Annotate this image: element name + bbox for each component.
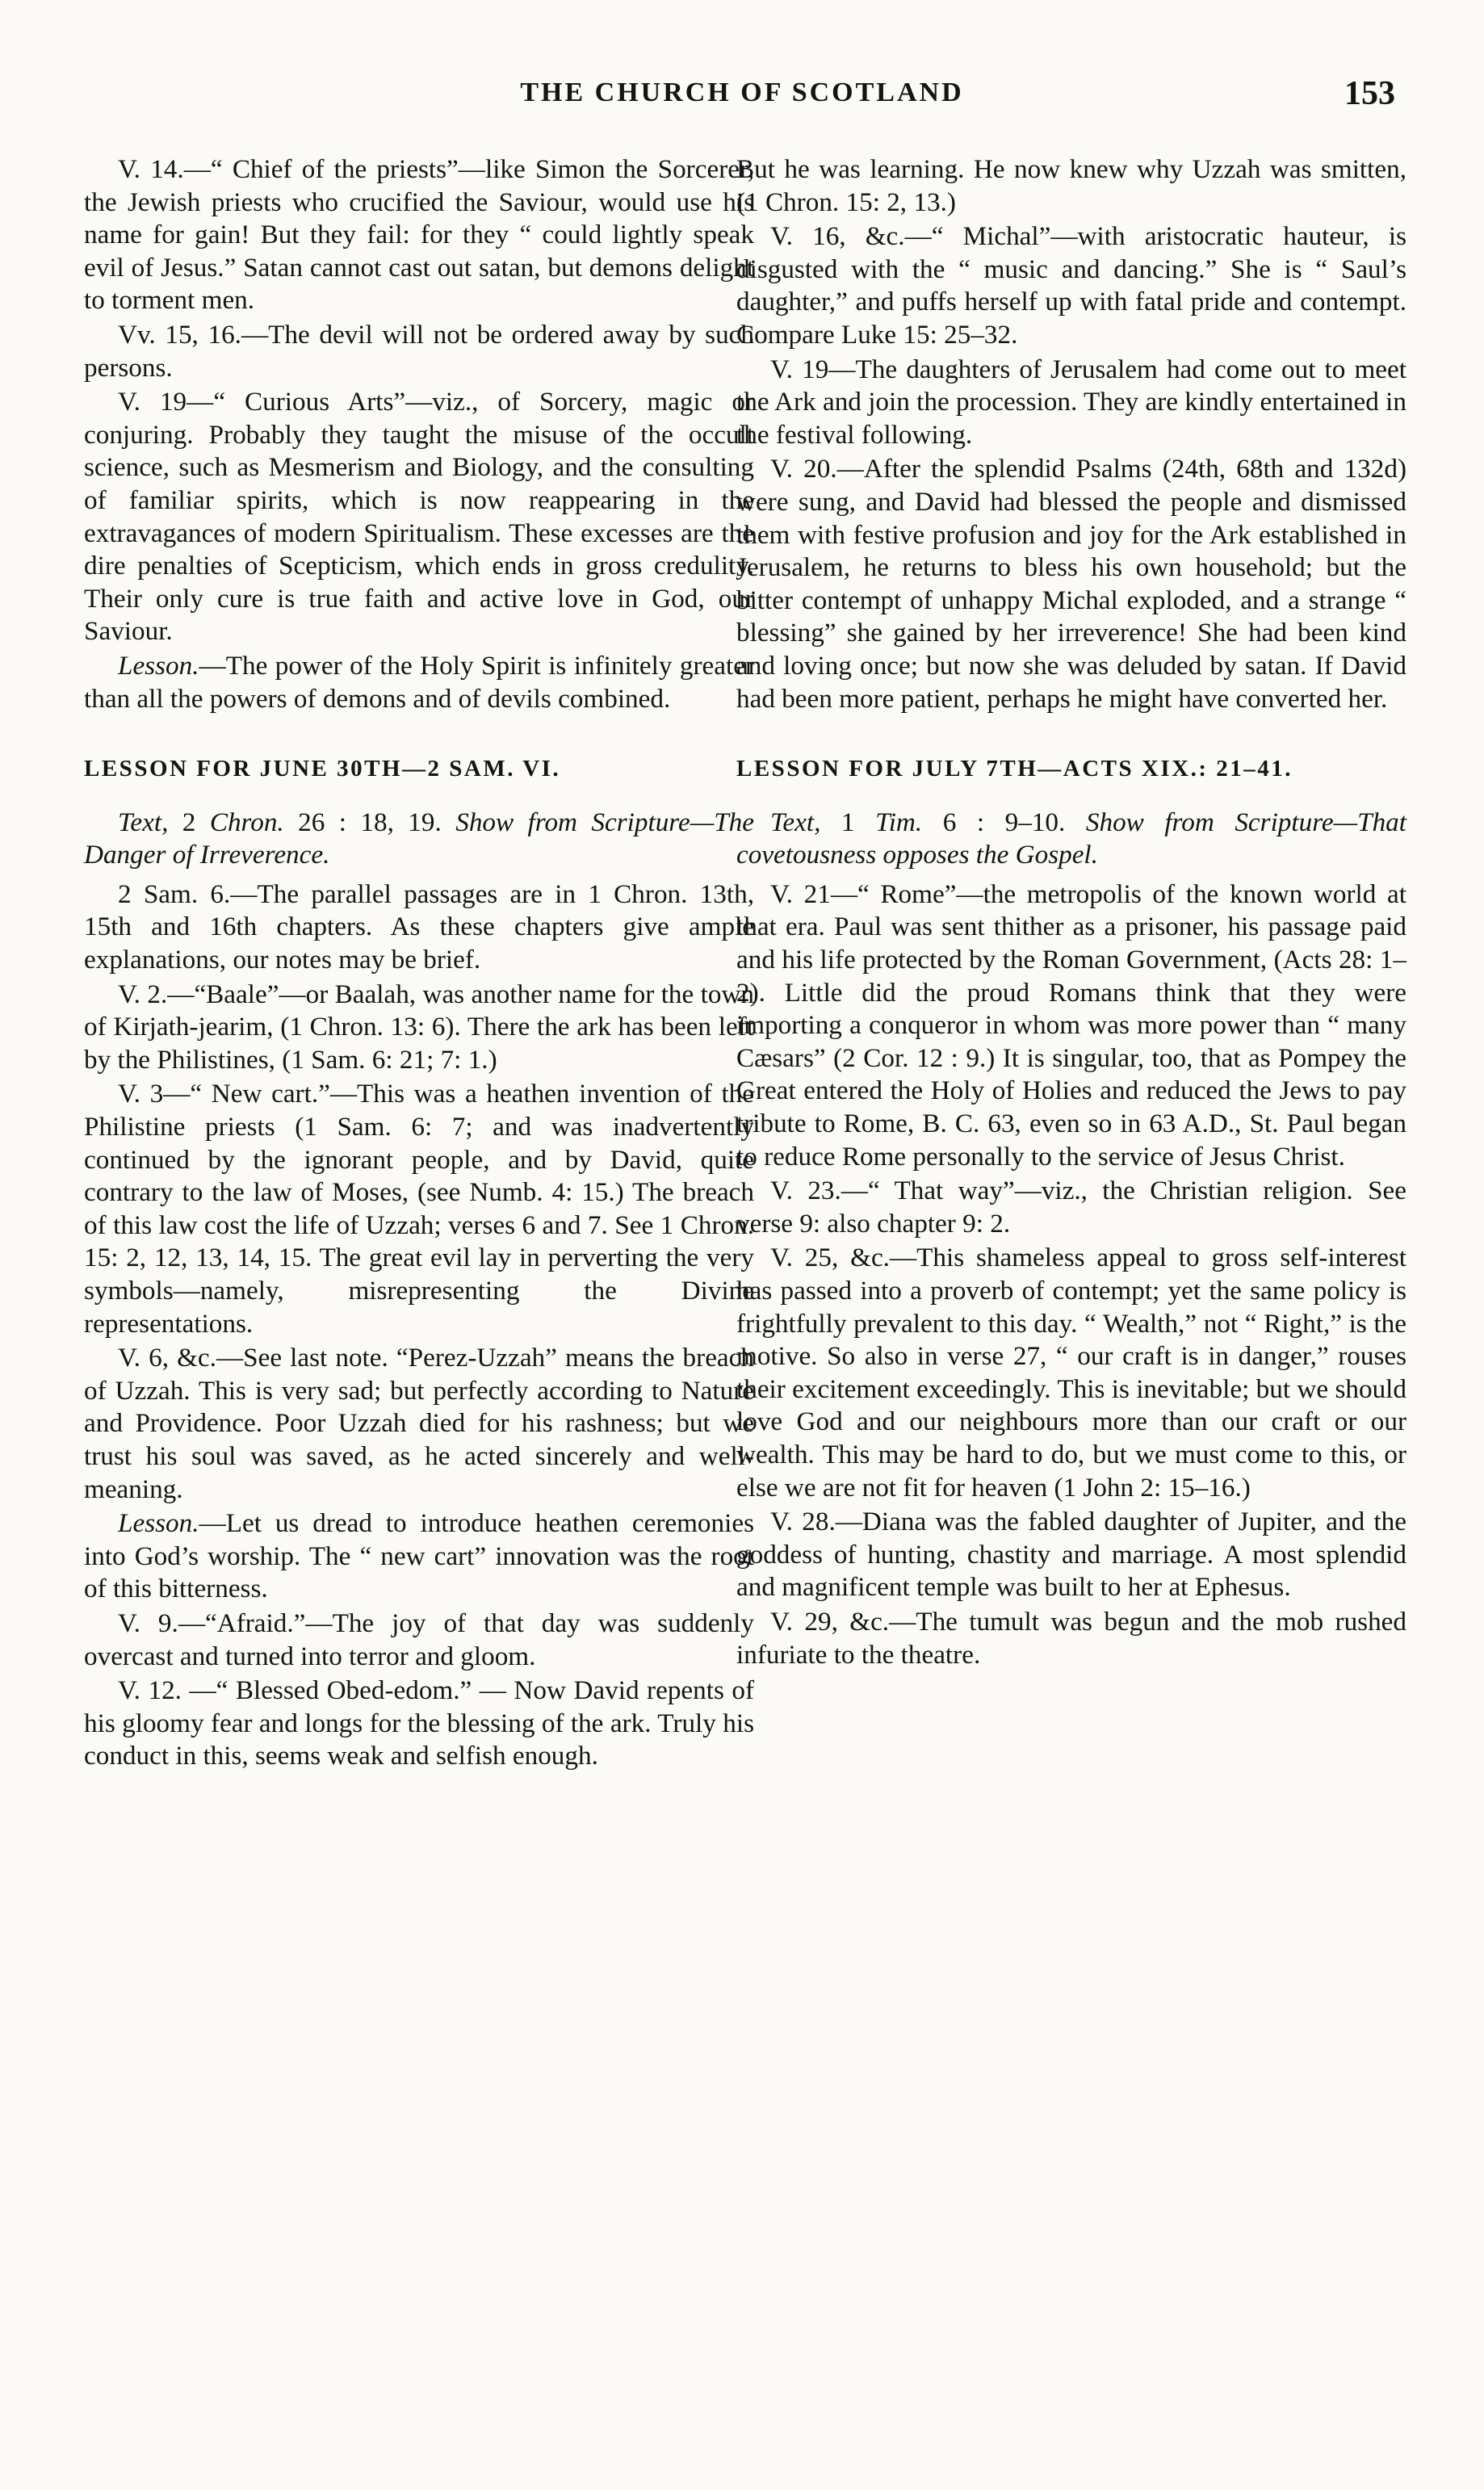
commentary-paragraph: 2 Sam. 6.—The parallel passages are in 1 Chron. 13th, 15th and 16th chapters. As these chapters give ample explanations, our notes may be brief. [84, 878, 754, 975]
commentary-paragraph: V. 14.—“ Chief of the priests”—like Simon the Sorcerer, the Jewish priests who crucified the Saviour, would use his name for gain! But they fail: for they “ could lightly speak evil of Jesus.” Satan cannot cast out satan, but demons delight to torment men. [84, 154, 754, 316]
text-ref-ref: 2 [168, 807, 210, 837]
lesson-text: —Let us dread to introduce heathen ceremonies into God’s worship. The “ new cart” innovation was the root of this bitterness. [84, 1508, 754, 1604]
lesson-paragraph [84, 650, 754, 715]
text-ref-tail: Show from Scripture—That covetousness opposes the Gospel. [736, 807, 1406, 870]
page-header [89, 75, 1395, 126]
commentary-paragraph: V. 29, &c.—The tumult was begun and the mob rushed infuriate to the theatre. [736, 1606, 1406, 1670]
commentary-paragraph: Vv. 15, 16.—The devil will not be ordered away by such persons. [84, 319, 754, 383]
commentary-paragraph: V. 25, &c.—This shameless appeal to gross self-interest has passed into a proverb of contempt; yet the same policy is frightfully prevalent to this day. “ Wealth,” not “ Right,” is the motive. So also in verse 27, “ our craft is in danger,” rouses their excitement exceedingly. This is inevitable; but we should love God and our neighbours more than our craft or our wealth. This may be hard to do, but we must come to this, or else we are not fit for heaven (1 John 2: 15–16.) [736, 1243, 1406, 1503]
scripture-text-reference [84, 807, 754, 872]
lesson-paragraph [84, 1507, 754, 1606]
right-column [736, 153, 1406, 1673]
commentary-paragraph: V. 19—The daughters of Jerusalem had come out to meet the Ark and join the procession. They are kindly entertained in the festival following. [736, 354, 1406, 450]
text-ref-prefix: Text, [118, 807, 169, 837]
commentary-paragraph: V. 23.—“ That way”—viz., the Christian religion. See verse 9: also chapter 9: 2. [736, 1176, 1406, 1239]
running-title: THE CHURCH OF SCOTLAND [520, 78, 964, 107]
lesson-text: —The power of the Holy Spirit is infinitely greater than all the powers of demons and of devils combined. [84, 650, 754, 714]
commentary-paragraph: V. 20.—After the splendid Psalms (24th, 68th and 132d) were sung, and David had blessed the people and dismissed them with festive profusion and joy for the Ark established in Jerusalem, he returns to bless his own household; but the bitter contempt of unhappy Michal exploded, and a strange “ blessing” she gained by her irreverence! She had been kind and loving once; but now she was deluded by satan. If David had been more patient, perhaps he might have converted her. [736, 454, 1406, 714]
text-ref-rest: 26 : 18, 19. [283, 807, 456, 837]
commentary-paragraph: V. 12. —“ Blessed Obed-edom.” — Now David repents of his gloomy fear and longs for the blessing of the ark. Truly his conduct in this, seems weak and selfish enough. [84, 1675, 754, 1771]
commentary-paragraph: V. 21—“ Rome”—the metropolis of the known world at that era. Paul was sent thither as a prisoner, his passage paid and his life protected by the Roman Government, (Acts 28: 1–2). Little did the proud Romans think that they were importing a conqueror in whom was more power than “ many Cæsars” (2 Cor. 12 : 9.) It is singular, too, that as Pompey the Great entered the Holy of Holies and reduced the Jews to pay tribute to Rome, B. C. 63, even so in 63 A.D., St. Paul began to reduce Rome personally to the service of Jesus Christ. [736, 878, 1406, 1172]
scripture-text-reference [736, 807, 1406, 872]
lesson-heading: LESSON FOR JUNE 30TH—2 SAM. VI. [84, 756, 561, 782]
lesson-heading: LESSON FOR JULY 7TH—ACTS XIX.: 21–41. [736, 756, 1293, 782]
lesson-label: Lesson. [118, 1508, 199, 1539]
text-ref-prefix: Text, [770, 807, 821, 837]
text-ref-rest: 6 : 9–10. [922, 807, 1086, 837]
text-ref-ref: 1 [820, 807, 876, 837]
text-ref-book: Tim. [875, 807, 923, 837]
commentary-paragraph: V. 3—“ New cart.”—This was a heathen invention of the Philistine priests (1 Sam. 6: 7; and was inadvertently continued by the ignorant people, and by David, quite contrary to the law of Moses, (see Numb. 4: 15.) The breach of this law cost the life of Uzzah; verses 6 and 7. See 1 Chron. 15: 2, 12, 13, 14, 15. The great evil lay in perverting the very symbols—namely, misrepresenting the Divine representations. [84, 1079, 754, 1339]
text-ref-tail: Show from Scripture—The Danger of Irreverence. [84, 807, 755, 870]
text-ref-book: Chron. [209, 807, 284, 837]
commentary-paragraph: V. 19—“ Curious Arts”—viz., of Sorcery, magic or conjuring. Probably they taught the misuse of the occult science, such as Mesmerism and Biology, and the consulting of familiar spirits, which is now reappearing in the extravagances of modern Spiritualism. These excesses are the dire penalties of Scepticism, which ends in gross credulity. Their only cure is true faith and active love in God, our Saviour. [84, 387, 754, 647]
lesson-label: Lesson. [118, 650, 199, 681]
commentary-paragraph: V. 6, &c.—See last note. “Perez-Uzzah” means the breach of Uzzah. This is very sad; but perfectly according to Nature and Providence. Poor Uzzah died for his rashness; but we trust his soul was saved, as he acted sincerely and well-meaning. [84, 1343, 754, 1504]
commentary-paragraph: V. 28.—Diana was the fabled daughter of Jupiter, and the goddess of hunting, chastity and marriage. A most splendid and magnificent temple was built to her at Ephesus. [736, 1507, 1406, 1603]
commentary-paragraph: But he was learning. He now knew why Uzzah was smitten, (1 Chron. 15: 2, 13.) [736, 154, 1406, 217]
commentary-paragraph: V. 2.—“Baale”—or Baalah, was another name for the town of Kirjath-jearim, (1 Chron. 13: 6). There the ark has been left by the Philistines, (1 Sam. 6: 21; 7: 1.) [84, 979, 754, 1075]
commentary-paragraph: V. 9.—“Afraid.”—The joy of that day was suddenly overcast and turned into terror and gloom. [84, 1608, 754, 1671]
page-number: 153 [1344, 75, 1395, 112]
left-column [84, 153, 754, 1775]
commentary-paragraph: V. 16, &c.—“ Michal”—with aristocratic hauteur, is disgusted with the “ music and dancing.” She is “ Saul’s daughter,” and puffs herself up with fatal pride and contempt. Compare Luke 15: 25–32. [736, 221, 1406, 350]
